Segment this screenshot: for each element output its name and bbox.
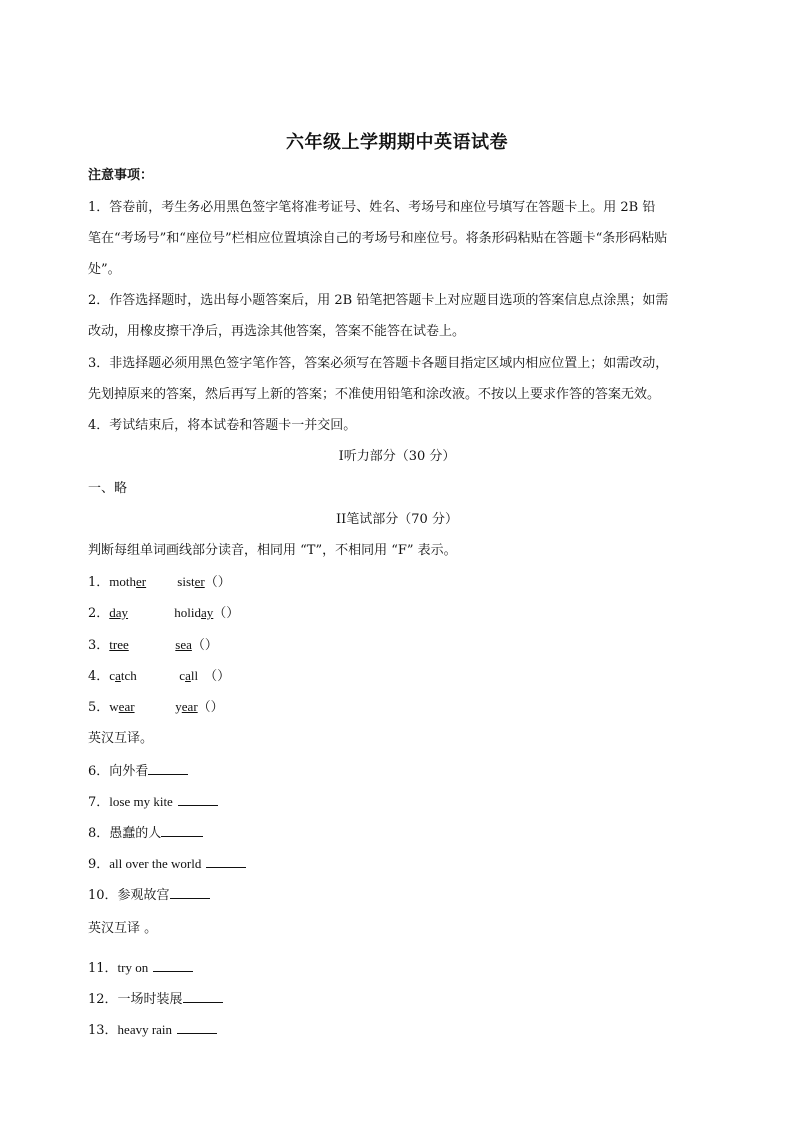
notice-line: 1．答卷前，考生务必用黑色签字笔将准考证号、姓名、考场号和座位号填写在答题卡上。用 2B 铅 (88, 200, 656, 215)
phonics-item (88, 668, 230, 685)
item-text: lose my kite (109, 794, 173, 809)
phonics-item (88, 637, 218, 654)
page-title: 六年级上学期期中英语试卷 (286, 132, 508, 153)
answer-blank[interactable] (170, 886, 210, 899)
answer-blank[interactable]: （） (191, 638, 218, 653)
underlined-part: er (136, 574, 147, 589)
item-number: 9． (88, 857, 110, 872)
word-part: tch (120, 668, 137, 683)
answer-blank[interactable] (183, 990, 223, 1003)
answer-blank[interactable] (161, 824, 203, 837)
phonics-item (88, 574, 231, 591)
item-number: 11． (88, 961, 118, 976)
item-text: 一场时装展 (117, 992, 183, 1007)
underlined-part: sea (175, 637, 192, 652)
underlined-part: a (115, 668, 121, 683)
answer-blank[interactable] (206, 855, 246, 868)
answer-blank[interactable] (148, 762, 188, 775)
underlined-part: a (185, 668, 191, 683)
notice-line: 改动，用橡皮擦干净后，再选涂其他答案，答案不能答在试卷上。 (88, 324, 466, 339)
item-number: 4． (88, 669, 110, 684)
answer-blank[interactable] (177, 1021, 217, 1034)
answer-blank[interactable] (178, 793, 218, 806)
item-number: 8． (88, 826, 110, 841)
item-number: 12． (88, 992, 118, 1007)
item-number: 6． (88, 764, 110, 779)
translate-item (88, 1021, 217, 1039)
item-number: 3． (88, 638, 110, 653)
translate-item (88, 824, 203, 842)
word-part: moth (109, 574, 137, 589)
notice-line: 处”。 (88, 262, 121, 277)
word-part: sist (177, 574, 195, 589)
notice-line: 3．非选择题必须用黑色签字笔作答，答案必须写在答题卡各题目指定区域内相应位置上；如需改动， (88, 356, 669, 371)
word-part: c (179, 668, 186, 683)
translate-item (88, 793, 218, 811)
phonics-item (88, 605, 239, 622)
word-part: holid (174, 605, 202, 620)
answer-blank[interactable] (153, 959, 193, 972)
translate-item (88, 762, 188, 780)
item-number: 5． (88, 700, 110, 715)
item-number: 7． (88, 795, 110, 810)
phonics-item (88, 699, 224, 716)
answer-blank[interactable]: （） (197, 700, 224, 715)
word-part: w (109, 699, 119, 714)
notice-line: 先划掉原来的答案，然后再写上新的答案；不准使用铅笔和涂改液。不按以上要求作答的答案无效。 (88, 387, 661, 402)
underlined-part: ear (181, 699, 198, 714)
translate-instruction: 英汉互译 。 (88, 921, 158, 936)
translate-item (88, 990, 223, 1008)
word-part: y (175, 699, 182, 714)
item-number: 13． (88, 1023, 118, 1038)
item-number: 10． (88, 888, 118, 903)
notice-line: 笔在“考场号”和“座位号”栏相应位置填涂自己的考场号和座位号。将条形码粘贴在答题卡“条形码粘贴 (88, 231, 668, 246)
item-text: heavy rain (117, 1022, 173, 1037)
phonics-instruction: 判断每组单词画线部分读音，相同用 “T”，不相同用 “F” 表示。 (88, 543, 457, 558)
word-part: c (109, 668, 116, 683)
word-part: ll (190, 668, 199, 683)
item-text: 向外看 (109, 764, 149, 779)
answer-blank[interactable]: （） (204, 575, 231, 590)
answer-blank[interactable]: （） (204, 669, 231, 684)
item-number: 2． (88, 606, 110, 621)
item-text: 参观故宫 (117, 888, 170, 903)
part1-heading: I听力部分（30 分） (338, 449, 456, 464)
underlined-part: tree (109, 637, 129, 652)
underlined-part: day (109, 605, 129, 620)
underlined-part: ay (201, 605, 214, 620)
item-text: all over the world (109, 856, 202, 871)
item-number: 1． (88, 575, 110, 590)
item-text: try on (117, 960, 149, 975)
translate-item (88, 855, 246, 873)
part1-line: 一、略 (88, 481, 128, 496)
part2-heading: II笔试部分（70 分） (336, 512, 458, 527)
underlined-part: er (194, 574, 205, 589)
notice-line: 2．作答选择题时，选出每小题答案后，用 2B 铅笔把答题卡上对应题目选项的答案信息点涂黑；如需 (88, 293, 669, 308)
translate-item (88, 959, 193, 977)
translate-instruction: 英汉互译。 (88, 731, 154, 746)
notice-heading: 注意事项： (88, 168, 154, 183)
notice-line: 4．考试结束后，将本试卷和答题卡一并交回。 (88, 418, 357, 433)
translate-item (88, 886, 210, 904)
item-text: 愚蠢的人 (109, 826, 162, 841)
answer-blank[interactable]: （） (213, 606, 240, 621)
underlined-part: ear (118, 699, 135, 714)
